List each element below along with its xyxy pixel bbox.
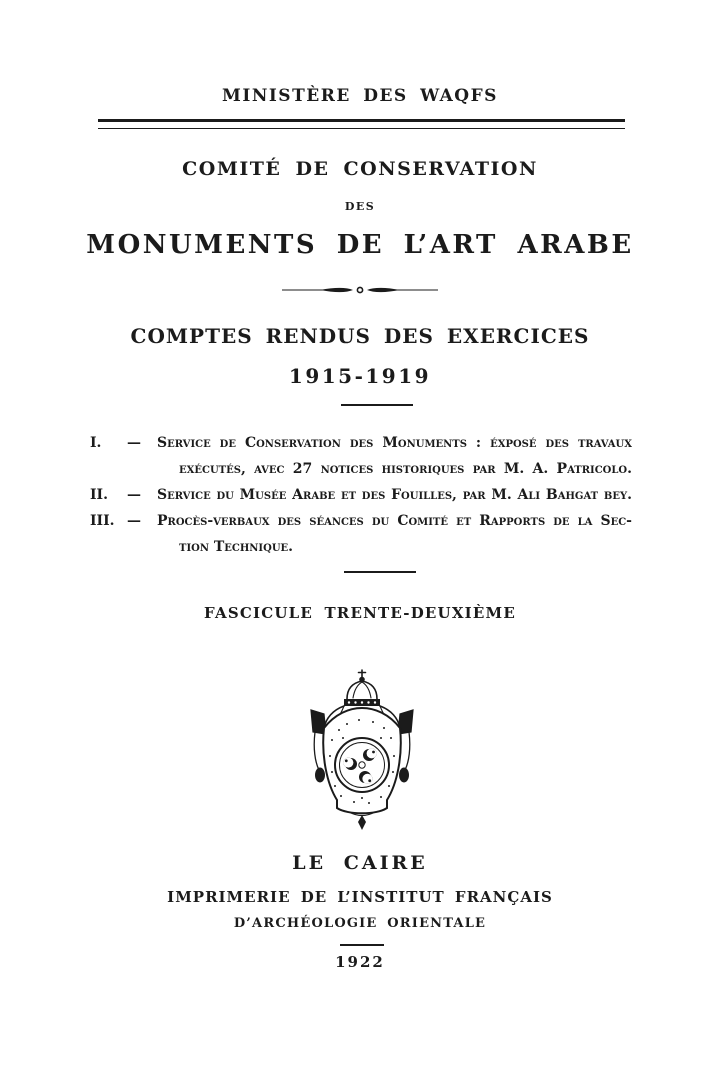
toc-entry-text [157,430,632,482]
toc-dash: — [127,487,140,503]
short-rule-divider [341,404,413,406]
toc-item-3 [90,508,632,560]
toc-entry-text [157,482,632,508]
committee-title-line2: MONUMENTS DE L’ART ARABE [86,230,634,260]
toc-numeral: III. [90,513,115,529]
toc-dash: — [127,513,140,529]
royal-coat-of-arms-icon [299,668,425,836]
toc-line: Service du Musée Arabe et des Fouilles, par M. Ali Bahgat bey. [157,487,632,503]
short-rule-divider [344,571,416,573]
toc-line: Service de Conservation des Monuments : éxposé des travaux [157,435,632,451]
toc-numeral: II. [90,487,108,503]
imprint-year: 1922 [335,953,385,971]
table-of-contents [90,430,632,560]
imprint-city: LE CAIRE [292,852,428,874]
toc-item-2 [90,482,632,508]
fascicule-number: FASCICULE TRENTE-DEUXIÈME [204,604,516,622]
short-rule-divider [340,944,384,946]
committee-connector: DES [344,200,376,213]
toc-item-1 [90,430,632,482]
toc-line: tion Technique. [179,539,294,555]
double-rule-divider [98,119,625,129]
toc-line: Procès-verbaux des séances du Comité et Rapports de la Sec- [157,513,632,529]
imprint-printer-line1: IMPRIMERIE DE L’INSTITUT FRANÇAIS [167,888,553,906]
imprint-printer-line2: D’ARCHÉOLOGIE ORIENTALE [233,916,487,931]
toc-line: exécutés, avec 27 notices historiques par M. A. Patricolo. [179,461,632,477]
toc-entry-text [157,508,632,560]
ministry-header: MINISTÈRE DES WAQFS [222,86,498,106]
report-title: COMPTES RENDUS DES EXERCICES [130,324,590,348]
spindle-ornament-divider [280,281,440,300]
toc-dash: — [127,435,140,451]
toc-numeral: I. [90,435,102,451]
report-years: 1915-1919 [288,364,432,388]
committee-title-line1: COMITÉ DE CONSERVATION [182,158,538,180]
